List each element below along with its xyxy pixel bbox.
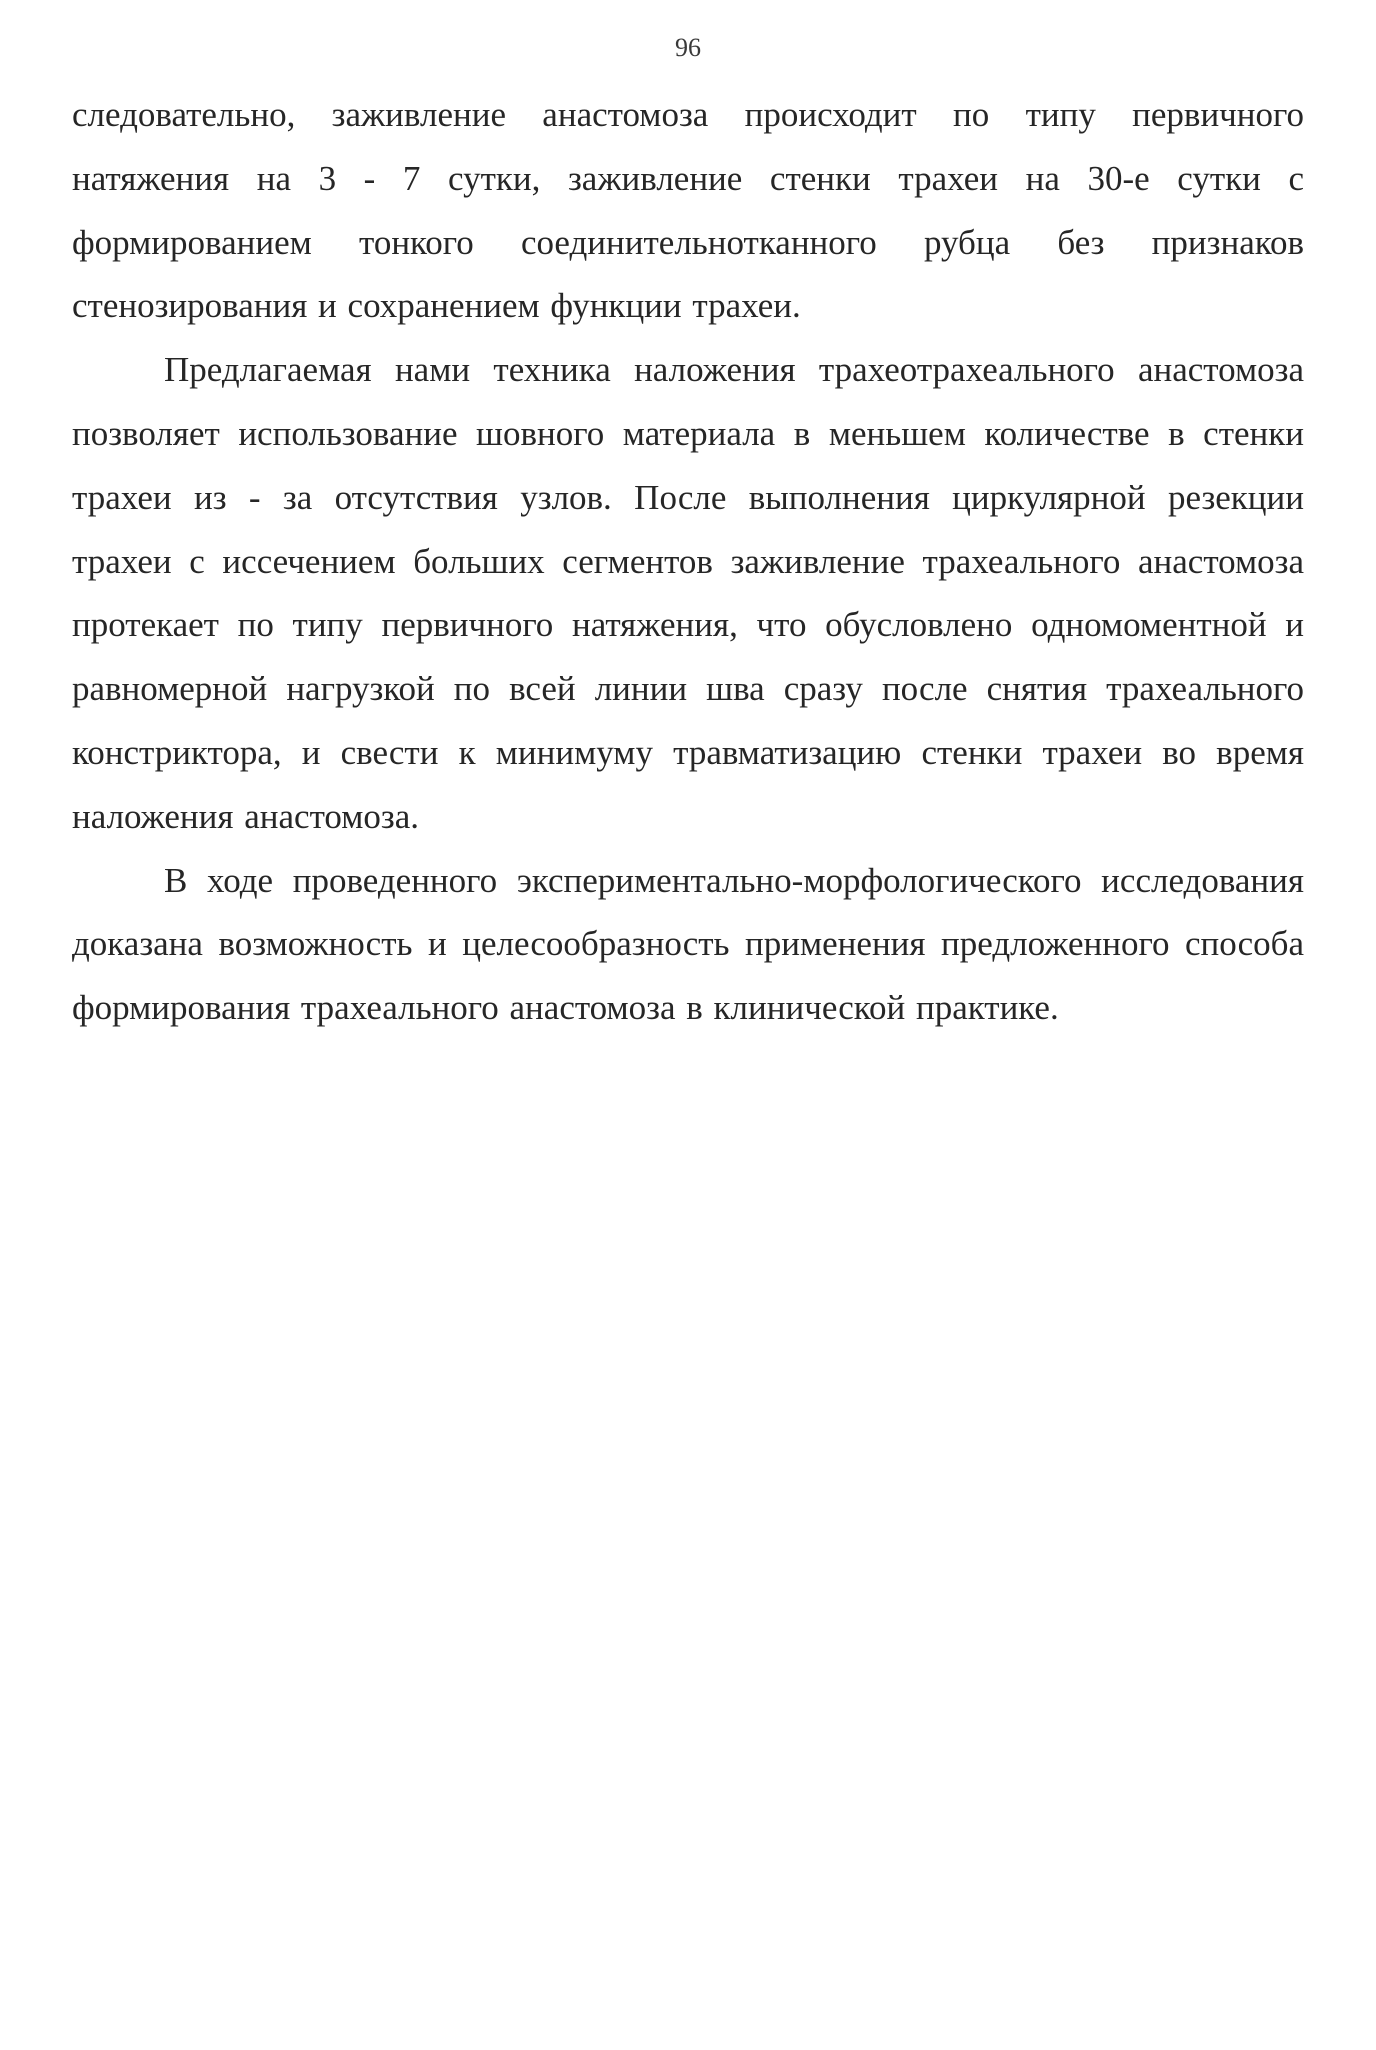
paragraph-conclusion: В ходе проведенного экспериментально-морфологического исследования доказана возможность и целесообразность применения предложенного способа формирования трахеального анастомоза в клинической практике. <box>72 860 1304 1028</box>
page-number: 96 <box>675 33 701 62</box>
paragraph-continuation: следовательно, заживление анастомоза происходит по типу первичного натяжения на 3 - 7 сутки, заживление стенки трахеи на 30-е сутки с формированием тонкого соединительнотканного рубца без признаков стенозирования и сохранением функции трахеи. <box>72 95 1304 326</box>
text-body <box>72 83 1304 1040</box>
paragraph-anastomosis-technique: Предлагаемая нами техника наложения трахеотрахеального анастомоза позволяет использование шовного материала в меньшем количестве в стенки трахеи из - за отсутствия узлов. После выполнения циркулярной резекции трахеи с иссечением больших сегментов заживление трахеального анастомоза протекает по типу первичного натяжения, что обусловлено одномоментной и равномерной нагрузкой по всей линии шва сразу после снятия трахеального констриктора, и свести к минимуму травматизацию стенки трахеи во время наложения анастомоза. <box>72 350 1304 836</box>
